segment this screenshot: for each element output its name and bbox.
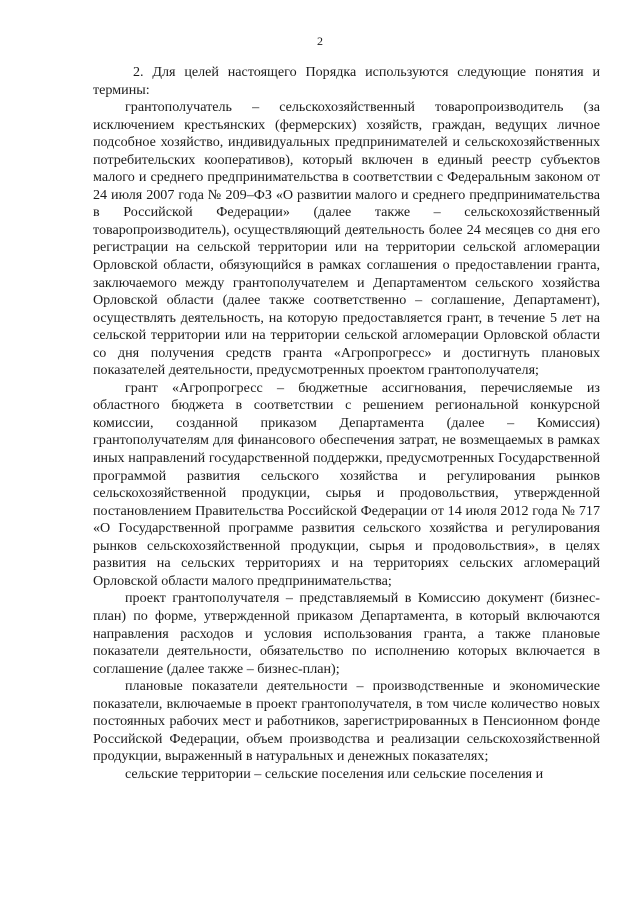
- paragraph-planned-indicators: плановые показатели деятельности – производственные и экономические показатели, включаемые в проект грантополучателя, в том числе количество новых постоянных рабочих мест и работников, зарегистрированных в Пенсионном фонде Российской Федерации, объем производства и реализации сельскохозяйственной продукции, выраженный в натуральных и денежных показателях;: [93, 678, 600, 765]
- page-number: 2: [317, 34, 323, 48]
- paragraph-rural-territories: сельские территории – сельские поселения или сельские поселения и: [125, 765, 544, 782]
- paragraph-grant-agroprogress: грант «Агропрогресс – бюджетные ассигнования, перечисляемые из областного бюджета в соответствии с решением региональной конкурсной комиссии, созданной приказом Департамента (далее – Комиссия) грантополучателям для финансового обеспечения затрат, не возмещаемых в рамках иных направлений государственной поддержки, предусмотренных Государственной программой развития сельского хозяйства и регулирования рынков сельскохозяйственной продукции, сырья и продовольствия, утвержденной постановлением Правительства Российской Федерации от 14 июля 2012 года № 717 «О Государственной программе развития сельского хозяйства и регулирования рынков сельскохозяйственной продукции, сырья и продовольствия», в целях развития на сельских территориях и на территориях сельских агломераций Орловской области малого предпринимательства;: [93, 379, 600, 589]
- paragraph-intro: 2. Для целей настоящего Порядка используются следующие понятия и термины:: [93, 64, 600, 98]
- document-body: [93, 64, 600, 783]
- paragraph-grant-recipient: грантополучатель – сельскохозяйственный товаропроизводитель (за исключением крестьянских (фермерских) хозяйств, граждан, ведущих личное подсобное хозяйство, индивидуальных предпринимателей и сельскохозяйственных потребительских кооперативов), который включен в единый реестр субъектов малого и среднего предпринимательства в соответствии с Федеральным законом от 24 июля 2007 года № 209–ФЗ «О развитии малого и среднего предпринимательства в Российской Федерации» (далее также – сельскохозяйственный товаропроизводитель), осуществляющий деятельность более 24 месяцев со дня его регистрации на сельской территории или на территории сельской агломерации Орловской области, обязующийся в рамках соглашения о предоставлении гранта, заключаемого между грантополучателем и Департаментом сельского хозяйства Орловской области (далее также соответственно – соглашение, Департамент), осуществлять деятельность, на которую предоставляется грант, в течение 5 лет на сельской территории или на территории сельской агломерации Орловской области со дня получения средств гранта «Агропрогресс» и достигнуть плановых показателей деятельности, предусмотренных проектом грантополучателя;: [93, 99, 600, 379]
- paragraph-recipient-project: проект грантополучателя – представляемый в Комиссию документ (бизнес-план) по форме, утвержденной приказом Департамента, в который включаются направления расходов и условия использования гранта, а также плановые показатели деятельности, обязательство по исполнению которых включается в соглашение (далее также – бизнес-план);: [93, 590, 600, 677]
